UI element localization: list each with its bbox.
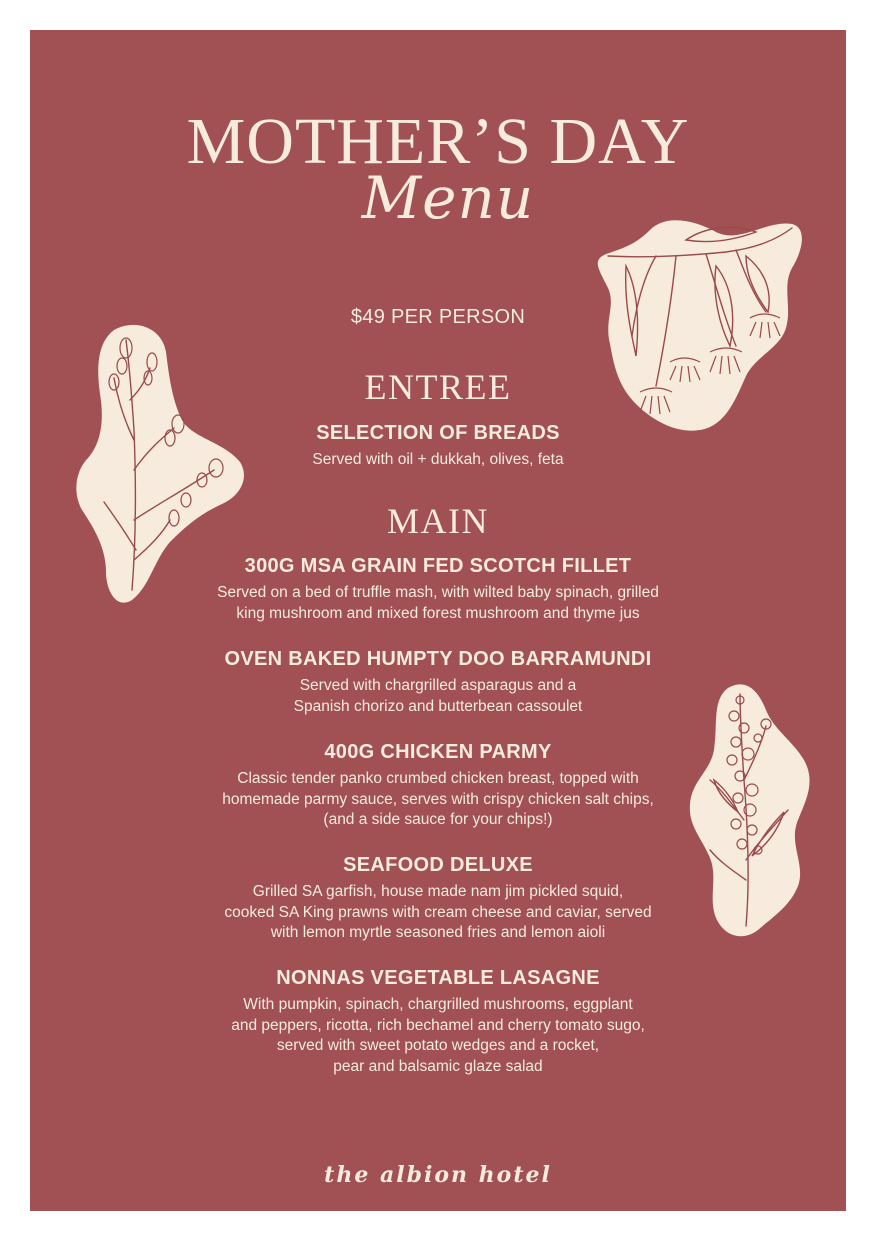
item-description: Grilled SA garfish, house made nam jim pickled squid, cooked SA King prawns with cream cheese and caviar, served with lemon myrtle seasoned fries and lemon aioli — [224, 883, 652, 941]
menu-subtitle: Menu — [361, 164, 535, 232]
item-name: OVEN BAKED HUMPTY DOO BARRAMUNDI — [224, 648, 652, 670]
section-heading-entree: ENTREE — [364, 367, 512, 407]
section-heading-main: MAIN — [387, 501, 489, 541]
item-description: With pumpkin, spinach, chargrilled mushrooms, eggplant and peppers, ricotta, rich bechamel and cherry tomato sugo, served with sweet potato wedges and a rocket, pear and balsamic glaze salad — [231, 996, 645, 1075]
item-name: 400G CHICKEN PARMY — [324, 741, 552, 763]
item-description: Served with oil + dukkah, olives, feta — [312, 451, 564, 468]
wattle-sprig-icon — [688, 680, 812, 940]
item-description: Served with chargrilled asparagus and a Spanish chorizo and butterbean cassoulet — [293, 677, 583, 715]
item-name: SELECTION OF BREADS — [316, 422, 560, 444]
hotel-logo: the albion hotel — [324, 1162, 552, 1188]
lavender-sprig-icon — [74, 320, 246, 604]
item-description: Served on a bed of truffle mash, with wilted baby spinach, grilled king mushroom and mixed forest mushroom and thyme jus — [217, 584, 659, 622]
price-label: $49 PER PERSON — [350, 306, 526, 328]
menu-card — [30, 30, 846, 1211]
item-description: Classic tender panko crumbed chicken breast, topped with homemade parmy sauce, serves with crispy chicken salt chips, (and a side sauce for your chips!) — [222, 770, 654, 828]
item-name: SEAFOOD DELUXE — [343, 854, 533, 876]
menu-title: MOTHER’S DAY — [186, 105, 690, 178]
item-name: 300G MSA GRAIN FED SCOTCH FILLET — [244, 555, 632, 577]
item-name: NONNAS VEGETABLE LASAGNE — [276, 967, 600, 989]
eucalyptus-flower-icon — [596, 216, 804, 434]
